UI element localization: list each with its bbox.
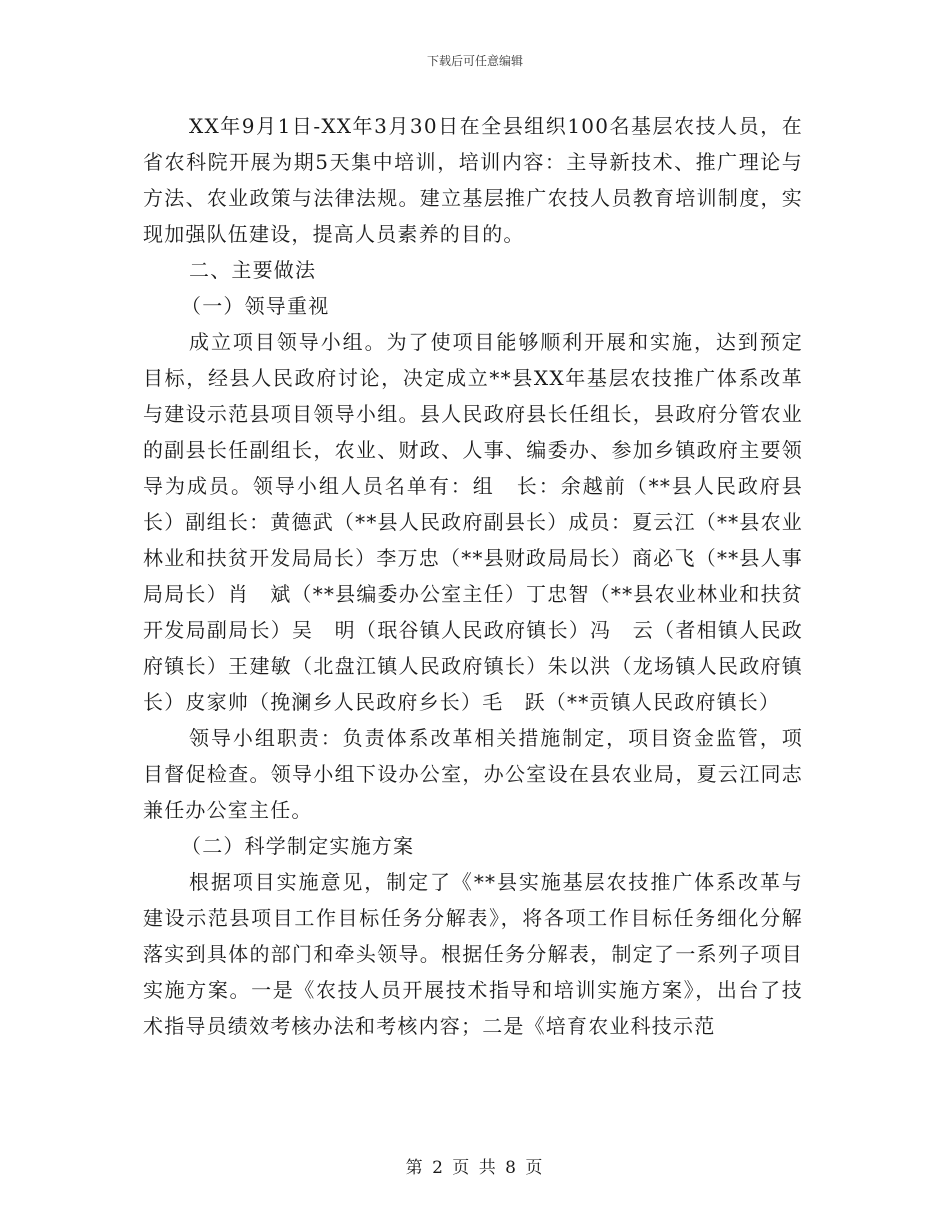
- paragraph-leading-group: 成立项目领导小组。为了使项目能够顺利开展和实施，达到预定目标，经县人民政府讨论，决定成立**县XX年基层农技推广体系改革与建设示范县项目领导小组。县人民政府县长任组长，县政府分管农业的副县长任副组长，农业、财政、人事、编委办、参加乡镇政府主要领导为成员。领导小组人员名单有：组 长：余越前（**县人民政府县长）副组长：黄德武（**县人民政府副县长）成员：夏云江（**县农业林业和扶贫开发局局长）李万忠（**县财政局局长）商必飞（**县人事局局长）肖 斌（**县编委办公室主任）丁忠智（**县农业林业和扶贫开发局副局长）吴 明（珉谷镇人民政府镇长）冯 云（者相镇人民政府镇长）王建敏（北盘江镇人民政府镇长）朱以洪（龙场镇人民政府镇长）皮家帅（挽澜乡人民政府乡长）毛 跃（**贡镇人民政府镇长）: [143, 330, 803, 714]
- paragraph-implementation-plan: 根据项目实施意见，制定了《**县实施基层农技推广体系改革与建设示范县项目工作目标任务分解表》，将各项工作目标任务细化分解落实到具体的部门和牵头领导。根据任务分解表，制定了一系列子项目实施方案。一是《农技人员开展技术指导和培训实施方案》，出台了技术指导员绩效考核办法和考核内容；二是《培育农业科技示范: [143, 870, 803, 1038]
- subheading-implementation-plan: （二）科学制定实施方案: [181, 834, 415, 858]
- page-number: 第 2 页 共 8 页: [405, 1158, 545, 1178]
- paragraph-training: XX年9月1日-XX年3月30日在全县组织100名基层农技人员，在省农科院开展为期5天集中培训，培训内容：主导新技术、推广理论与方法、农业政策与法律法规。建立基层推广农技人员教育培训制度，实现加强队伍建设，提高人员素养的目的。: [143, 114, 803, 246]
- document-body: [143, 108, 803, 1044]
- paragraph-group-duties: 领导小组职责：负责体系改革相关措施制定，项目资金监管，项目督促检查。领导小组下设办公室，办公室设在县农业局，夏云江同志兼任办公室主任。: [143, 726, 803, 822]
- section-heading-main-practices: 二、主要做法: [189, 258, 317, 282]
- subheading-leadership: （一）领导重视: [181, 294, 330, 318]
- page-header-note: 下载后可任意编辑: [426, 54, 523, 68]
